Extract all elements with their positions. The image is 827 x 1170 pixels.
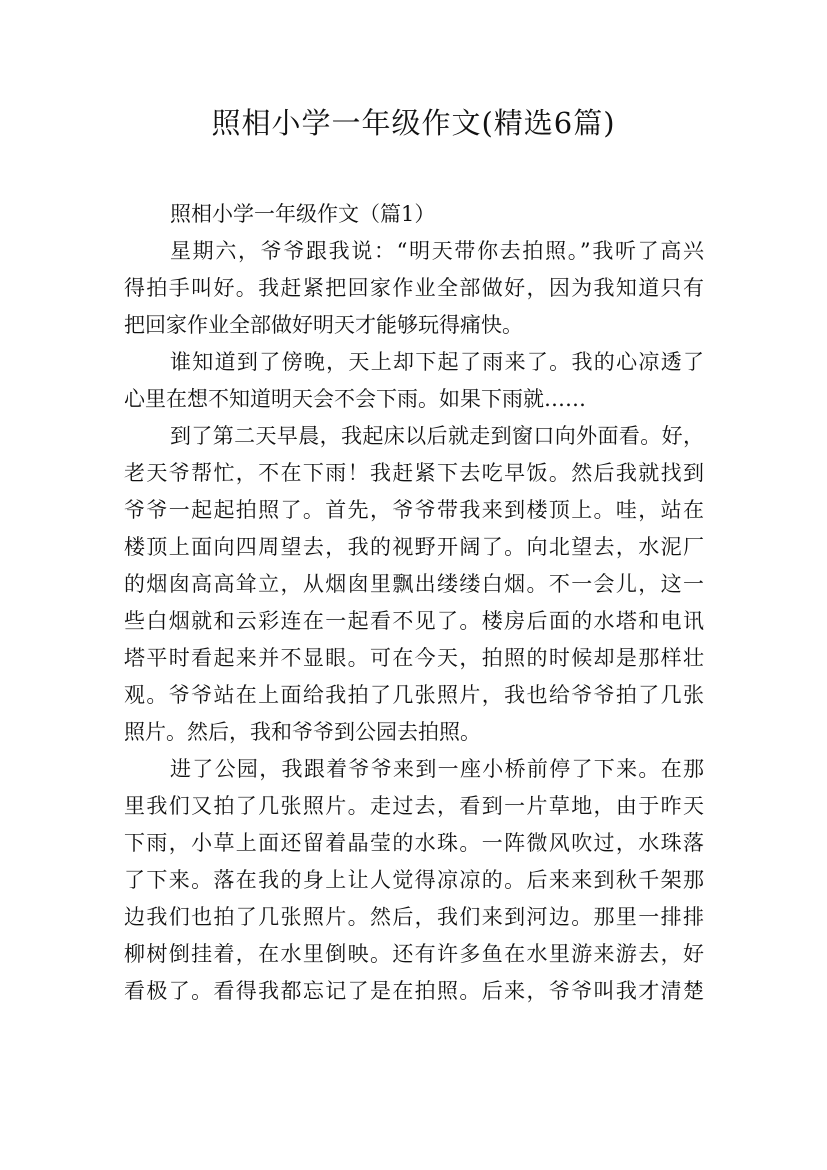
text-line: 心里在想不知道明天会不会下雨。如果下雨就…… <box>124 387 586 411</box>
text-line: 照片。然后，我和爷爷到公园去拍照。 <box>124 720 481 744</box>
text-line: 谁知道到了傍晚，天上却下起了雨来了。我的心凉透了 <box>170 350 704 374</box>
text-line: 些白烟就和云彩连在一起看不见了。楼房后面的水塔和电讯 <box>124 609 704 633</box>
text-line: 老天爷帮忙，不在下雨！我赶紧下去吃早饭。然后我就找到 <box>124 461 704 485</box>
text-line: 进了公园，我跟着爷爷来到一座小桥前停了下来。在那 <box>170 757 704 781</box>
text-line: 星期六，爷爷跟我说：“明天带你去拍照。”我听了高兴 <box>170 239 704 263</box>
document-body <box>124 196 704 1010</box>
text-line: 了下来。落在我的身上让人觉得凉凉的。后来来到秋千架那 <box>124 868 704 892</box>
text-line: 里我们又拍了几张照片。走过去，看到一片草地，由于昨天 <box>124 794 704 818</box>
text-line: 柳树倒挂着，在水里倒映。还有许多鱼在水里游来游去，好 <box>124 942 704 966</box>
text-line: 得拍手叫好。我赶紧把回家作业全部做好，因为我知道只有 <box>124 276 704 300</box>
document-title: 照相小学一年级作文(精选6篇) <box>211 106 616 140</box>
text-line: 爷爷一起起拍照了。首先，爷爷带我来到楼顶上。哇，站在 <box>124 498 704 522</box>
text-line: 楼顶上面向四周望去，我的视野开阔了。向北望去，水泥厂 <box>124 535 704 559</box>
text-line: 边我们也拍了几张照片。然后，我们来到河边。那里一排排 <box>124 905 704 929</box>
text-line: 看极了。看得我都忘记了是在拍照。后来，爷爷叫我才清楚 <box>124 979 704 1003</box>
text-line: 的烟囱高高耸立，从烟囱里飘出缕缕白烟。不一会儿，这一 <box>124 572 704 596</box>
section-heading: 照相小学一年级作文（篇1） <box>170 202 436 226</box>
text-line: 到了第二天早晨，我起床以后就走到窗口向外面看。好， <box>170 424 704 448</box>
text-line: 把回家作业全部做好明天才能够玩得痛快。 <box>124 313 523 337</box>
text-line: 观。爷爷站在上面给我拍了几张照片，我也给爷爷拍了几张 <box>124 683 704 707</box>
text-line: 塔平时看起来并不显眼。可在今天，拍照的时候却是那样壮 <box>124 646 704 670</box>
text-line: 下雨，小草上面还留着晶莹的水珠。一阵微风吹过，水珠落 <box>124 831 704 855</box>
